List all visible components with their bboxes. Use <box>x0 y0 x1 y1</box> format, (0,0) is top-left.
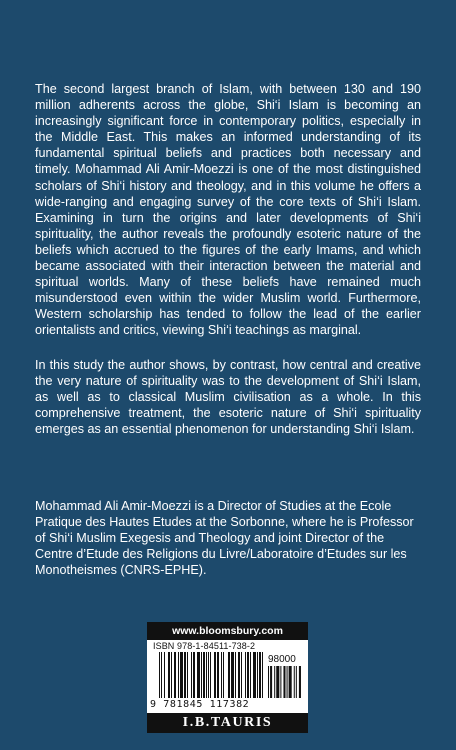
barcode-main <box>159 652 263 698</box>
barcode-bar <box>164 652 165 698</box>
barcode-bar <box>235 652 236 698</box>
barcode-bar <box>168 652 170 698</box>
barcode-bar <box>201 652 202 698</box>
barcode-bar <box>174 652 176 698</box>
barcode-bar <box>280 666 281 698</box>
author-bio-text: Mohammad Ali Amir-Moezzi is a Director of Studies at the Ecole Pratique des Hautes Etudes at the Sorbonne, where he is Professor of Shi‘i Muslim Exegesis and Theology and joint Director of the Centre d’Etude des Religions du Livre/Laboratoire d’Etudes sur les Monotheismes (CNRS-EPHE). <box>35 499 414 578</box>
barcode-bar <box>250 652 251 698</box>
barcode-bar <box>178 652 179 698</box>
barcode-bar <box>197 652 200 698</box>
barcode-bar <box>257 652 258 698</box>
barcode-addon <box>268 666 302 698</box>
barcode-bar <box>203 652 205 698</box>
barcode-bar <box>208 652 209 698</box>
barcode-bar <box>206 652 207 698</box>
barcode-bar <box>247 652 249 698</box>
barcode-bar <box>223 652 224 698</box>
barcode-bar <box>259 652 261 698</box>
barcode-bar <box>245 652 246 698</box>
author-bio <box>35 498 421 578</box>
publisher-website: www.bloomsbury.com <box>147 622 308 640</box>
barcode-bar <box>159 652 160 698</box>
isbn-label: ISBN 978-1-84511-738-2 <box>153 641 256 651</box>
barcode-bar <box>289 666 292 698</box>
barcode-bar <box>276 666 279 698</box>
barcode-bar <box>241 652 242 698</box>
barcode-bar <box>214 652 216 698</box>
barcode-bar <box>161 652 162 698</box>
barcode-bar <box>287 666 288 698</box>
barcode-bar <box>228 652 230 698</box>
barcode-bar <box>299 666 301 698</box>
barcode-bar <box>283 666 285 698</box>
barcode-bar <box>193 652 195 698</box>
barcode-bar <box>191 652 192 698</box>
barcode-digits: 9 781845 117382 <box>150 699 250 710</box>
barcode-bar <box>270 666 272 698</box>
barcode-bar <box>268 666 269 698</box>
description-text: The second largest branch of Islam, with between 130 and 190 million adherents across the globe, Shi‘i Islam is becoming an increasingly significant force in contemporary politics, especially in the Middle East. This makes an informed understanding of its fundamental spiritual beliefs and practices both necessary and timely. Mohammad Ali Amir-Moezzi is one of the most distinguished scholars of Shi‘i history and theology, and in this volume he offers a wide-ranging and engaging survey of the core texts of Shi‘i Islam. Examining in turn the origins and later developments of Shi‘i spirituality, the author reveals the profoundly esoteric nature of the beliefs which accrued to the figures of the early Imams, and which became associated with their interaction between the material and spiritual worlds. Many of these beliefs have remained much misunderstood even within the wider Muslim world. Furthermore, Western scholarship has tended to follow the lead of the earlier orientalists and critics, viewing Shi‘i teachings as marginal. <box>35 82 421 338</box>
barcode-bar <box>171 652 172 698</box>
barcode-bar <box>238 652 240 698</box>
barcode-bar <box>231 652 234 698</box>
barcode-bar <box>210 652 211 698</box>
barcode-bar <box>187 652 188 698</box>
description-paragraph-1 <box>35 81 421 339</box>
publisher-logo: I.B.TAURIS <box>147 713 308 733</box>
price-code: 98000 <box>268 654 296 665</box>
description-text: In this study the author shows, by contrast, how central and creative the very nature of spirituality was to the development of Shi‘i Islam, as well as to classical Muslim civilisation as a whole. In this comprehensive treatment, the esoteric nature of Shi‘i spirituality emerges as an essential phenomenon for understanding Shi‘i Islam. <box>35 358 421 437</box>
barcode-bar <box>221 652 222 698</box>
barcode-bar <box>296 666 297 698</box>
barcode-bar <box>262 652 263 698</box>
barcode-bar <box>217 652 219 698</box>
barcode-bar <box>294 666 295 698</box>
barcode-bar <box>184 652 186 698</box>
description-paragraph-2 <box>35 357 421 437</box>
barcode-bar <box>253 652 256 698</box>
barcode-bar <box>180 652 183 698</box>
barcode-bar <box>274 666 275 698</box>
